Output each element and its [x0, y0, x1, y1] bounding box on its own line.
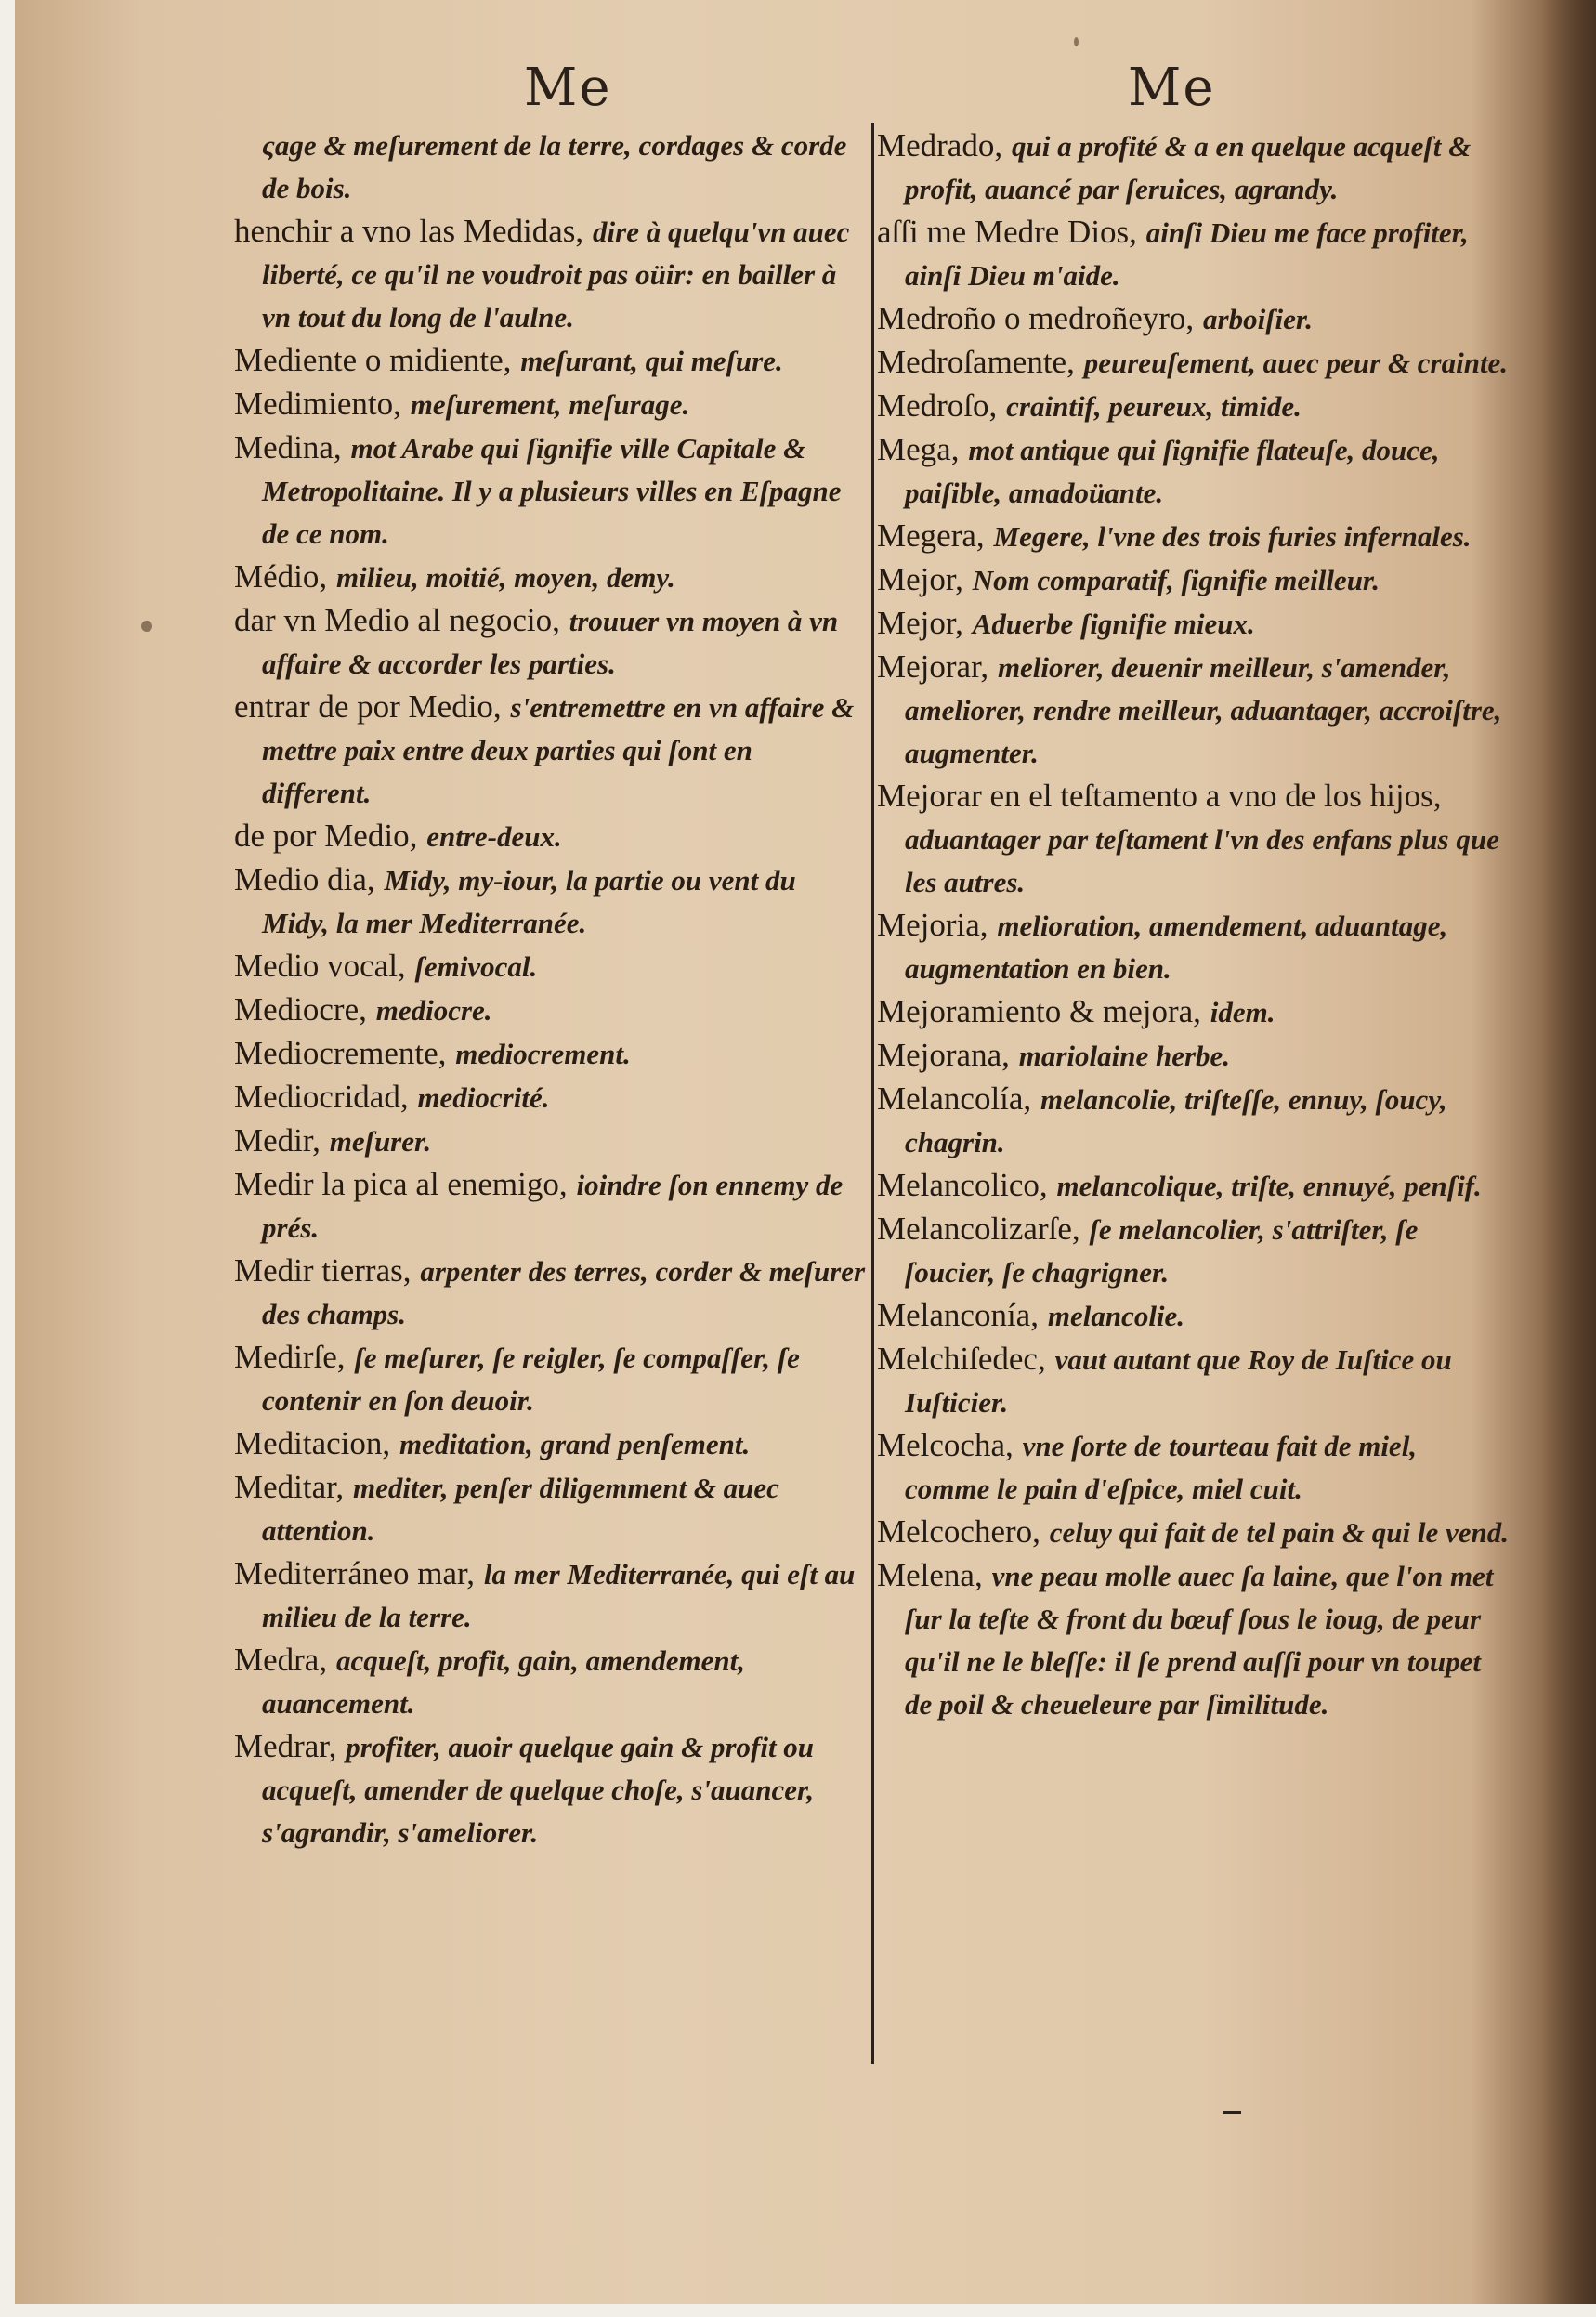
dictionary-entry — [234, 1552, 866, 1639]
entry-headword: Medrado, — [877, 127, 1003, 164]
entry-definition: arpenter des terres, corder & meſurer des champs. — [262, 1255, 866, 1330]
entry-headword: Medra, — [234, 1642, 328, 1678]
entry-definition: ſe meſurer, ſe reigler, ſe compaſſer, ſe contenir en ſon deuoir. — [262, 1342, 800, 1417]
scanned-page — [15, 0, 1596, 2304]
dictionary-entry — [234, 1119, 866, 1163]
entry-definition: meſurer. — [329, 1125, 432, 1158]
entry-headword: Meditar, — [234, 1469, 345, 1505]
entry-headword: Melanconía, — [877, 1297, 1039, 1333]
entry-headword: Medir, — [234, 1122, 321, 1158]
entry-definition: vaut autant que Roy de Iuſtice ou Iuſticier. — [905, 1343, 1452, 1419]
entry-headword: Medir tierras, — [234, 1252, 412, 1289]
dictionary-entry — [877, 1208, 1509, 1294]
entry-headword: henchir a vno las Medidas, — [234, 213, 584, 249]
dictionary-entry — [234, 1032, 866, 1076]
dictionary-entry — [234, 426, 866, 556]
dictionary-entry — [877, 341, 1509, 385]
dictionary-entry — [877, 558, 1509, 602]
dictionary-entry — [877, 1338, 1509, 1424]
entry-definition: meliorer, deuenir meilleur, s'amender, ameliorer, rendre meilleur, aduantager, accroiſtre, augmenter. — [905, 651, 1502, 769]
entry-definition: celuy qui fait de tel pain & qui le vend. — [1049, 1516, 1509, 1549]
entry-definition: melioration, amendement, aduantage, augmentation en bien. — [905, 910, 1448, 985]
entry-definition: Nom comparatif, ſignifie meilleur. — [972, 564, 1380, 596]
dictionary-entry — [877, 775, 1509, 904]
dictionary-entry — [234, 556, 866, 599]
entry-definition: mediocrité. — [417, 1081, 550, 1114]
entry-definition: idem. — [1210, 996, 1275, 1028]
book-spine-shadow — [1540, 0, 1596, 2304]
entry-definition: ςage & meſurement de la terre, cordages & corde de bois. — [262, 129, 847, 204]
dictionary-entry — [234, 124, 866, 210]
entry-definition: peureuſement, auec peur & crainte. — [1083, 347, 1509, 379]
entry-headword: Mediterráneo mar, — [234, 1555, 476, 1591]
entry-definition: la mer Mediterranée, qui eſt au milieu de la terre. — [262, 1558, 856, 1633]
entry-definition: milieu, moitié, moyen, demy. — [336, 561, 675, 594]
entry-definition: meſurant, qui meſure. — [520, 345, 783, 377]
entry-definition: mediocre. — [375, 994, 492, 1027]
dictionary-entry — [234, 815, 866, 858]
entry-headword: Medroſo, — [877, 387, 998, 424]
entry-definition: aduantager par teſtament l'vn des enfans plus que les autres. — [905, 823, 1499, 898]
entry-headword: Medroño o medroñeyro, — [877, 300, 1195, 336]
dictionary-entry — [234, 988, 866, 1032]
entry-headword: Medio vocal, — [234, 948, 406, 984]
entry-definition: Megere, l'vne des trois furies infernales. — [993, 520, 1472, 553]
dictionary-entry — [234, 1639, 866, 1725]
entry-headword: dar vn Medio al negocio, — [234, 602, 560, 638]
entry-headword: Medir la pica al enemigo, — [234, 1166, 568, 1202]
entry-headword: Melcocha, — [877, 1427, 1014, 1463]
ink-spot — [141, 621, 152, 632]
entry-definition: dire à quelqu'vn auec liberté, ce qu'il ne voudroit pas oüir: en bailler à vn tout du long de l'aulne. — [262, 216, 850, 334]
entry-headword: Medina, — [234, 429, 342, 465]
entry-definition: Midy, my-iour, la partie ou vent du Midy, la mer Mediterranée. — [262, 864, 796, 939]
column-divider — [871, 123, 874, 2064]
dictionary-entry — [234, 1466, 866, 1552]
entry-headword: Melancolico, — [877, 1167, 1048, 1203]
entry-headword: Melena, — [877, 1557, 983, 1593]
entry-headword: Médio, — [234, 558, 328, 595]
dictionary-entry — [234, 1163, 866, 1250]
dictionary-entry — [877, 1294, 1509, 1338]
right-column — [877, 124, 1509, 1726]
dictionary-entry — [877, 990, 1509, 1034]
entry-headword: Mejorar, — [877, 648, 989, 685]
left-column — [234, 124, 866, 1854]
dictionary-entry — [877, 1511, 1509, 1554]
dictionary-entry — [877, 904, 1509, 990]
entry-headword: Mejorana, — [877, 1037, 1010, 1073]
entry-definition: mediocrement. — [455, 1038, 631, 1070]
entry-headword: Medrar, — [234, 1728, 337, 1764]
entry-headword: Mejoria, — [877, 907, 988, 943]
entry-definition: meditation, grand penſement. — [399, 1428, 751, 1460]
dictionary-entry — [234, 1250, 866, 1336]
entry-definition: mariolaine herbe. — [1018, 1040, 1231, 1072]
entry-definition: profiter, auoir quelque gain & profit ou acqueſt, amender de quelque choſe, s'auancer, s'agrandir, s'ameliorer. — [262, 1731, 815, 1849]
entry-definition: acqueſt, profit, gain, amendement, auancement. — [262, 1644, 745, 1720]
entry-headword: aſſi me Medre Dios, — [877, 214, 1137, 250]
ink-spot — [1074, 37, 1079, 46]
entry-definition: mot Arabe qui ſignifie ville Capitale & Metropolitaine. Il y a plusieurs villes en Eſpagne de ce nom. — [262, 432, 842, 550]
entry-definition: meſurement, meſurage. — [410, 388, 690, 421]
dictionary-entry — [877, 385, 1509, 428]
dictionary-entry — [877, 428, 1509, 515]
entry-headword: Mejor, — [877, 561, 963, 597]
entry-definition: ſe melancolier, s'attriſter, ſe ſoucier, ſe chagrigner. — [905, 1213, 1419, 1289]
entry-headword: entrar de por Medio, — [234, 688, 502, 725]
entry-headword: Melchiſedec, — [877, 1341, 1046, 1377]
entry-definition: ioindre ſon ennemy de prés. — [262, 1169, 844, 1244]
entry-definition: mot antique qui ſignifie flateuſe, douce, paiſible, amadoüante. — [905, 434, 1440, 509]
entry-headword: Mediente o midiente, — [234, 342, 512, 378]
dictionary-entry — [234, 599, 866, 686]
entry-definition: melancolique, triſte, ennuyé, penſif. — [1056, 1170, 1482, 1202]
dictionary-entry — [234, 1336, 866, 1422]
dictionary-entry — [234, 686, 866, 815]
left-running-header: Me — [524, 58, 612, 118]
entry-headword: Melcochero, — [877, 1513, 1040, 1550]
entry-definition: arboiſier. — [1203, 303, 1314, 335]
dictionary-entry — [877, 1424, 1509, 1511]
dictionary-entry — [877, 1554, 1509, 1726]
dictionary-entry — [234, 945, 866, 988]
dictionary-entry — [877, 211, 1509, 297]
entry-headword: Mejor, — [877, 605, 963, 641]
dictionary-entry — [234, 1725, 866, 1854]
dictionary-entry — [877, 297, 1509, 341]
entry-headword: Melancolizarſe, — [877, 1211, 1080, 1247]
page-end-mark — [1223, 2111, 1241, 2114]
entry-headword: Mediocremente, — [234, 1035, 447, 1071]
entry-definition: craintif, peureux, timide. — [1006, 390, 1302, 423]
entry-headword: de por Medio, — [234, 818, 418, 854]
entry-headword: Melancolía, — [877, 1080, 1032, 1117]
dictionary-entry — [877, 1078, 1509, 1164]
entry-headword: Megera, — [877, 517, 985, 554]
dictionary-entry — [234, 210, 866, 339]
dictionary-entry — [234, 858, 866, 945]
entry-headword: Meditacion, — [234, 1425, 391, 1461]
dictionary-entry — [877, 602, 1509, 646]
entry-definition: melancolie, triſteſſe, ennuy, ſoucy, chagrin. — [905, 1083, 1447, 1158]
entry-headword: Mejorar en el teſtamento a vno de los hijos, — [877, 778, 1442, 814]
entry-definition: qui a profité & a en quelque acqueſt & profit, auancé par ſeruices, agrandy. — [905, 130, 1472, 205]
dictionary-entry — [234, 1076, 866, 1119]
entry-headword: Medroſamente, — [877, 344, 1075, 380]
entry-definition: Aduerbe ſignifie mieux. — [972, 608, 1255, 640]
entry-headword: Mediocre, — [234, 991, 367, 1028]
entry-definition: ainſi Dieu me face profiter, ainſi Dieu m'aide. — [905, 216, 1469, 292]
entry-headword: Mega, — [877, 431, 960, 467]
dictionary-entry — [877, 1164, 1509, 1208]
entry-headword: Medimiento, — [234, 386, 401, 422]
entry-definition: s'entremettre en vn affaire & mettre paix entre deux parties qui ſont en different. — [262, 691, 855, 809]
entry-definition: entre-deux. — [426, 820, 562, 853]
dictionary-entry — [877, 124, 1509, 211]
dictionary-entry — [234, 383, 866, 426]
dictionary-entry — [234, 339, 866, 383]
entry-definition: trouuer vn moyen à vn affaire & accorder les parties. — [262, 605, 839, 680]
entry-headword: Medirſe, — [234, 1339, 346, 1375]
entry-definition: melancolie. — [1047, 1300, 1185, 1332]
dictionary-entry — [877, 515, 1509, 558]
entry-headword: Medio dia, — [234, 861, 375, 897]
entry-definition: ſemivocal. — [414, 950, 538, 983]
dictionary-entry — [877, 1034, 1509, 1078]
dictionary-entry — [234, 1422, 866, 1466]
entry-headword: Mejoramiento & mejora, — [877, 993, 1201, 1029]
entry-definition: mediter, penſer diligemment & auec attention. — [262, 1472, 779, 1547]
entry-definition: vne ſorte de tourteau fait de miel, comme le pain d'eſpice, miel cuit. — [905, 1430, 1418, 1505]
right-running-header: Me — [1128, 58, 1216, 118]
entry-definition: vne peau molle auec ſa laine, que l'on met ſur la teſte & front du bœuf ſous le ioug, de peur qu'il ne le bleſſe: il ſe prend auſſi pour vn toupet de poil & cheueleure par ſimilitude. — [905, 1560, 1494, 1721]
dictionary-entry — [877, 646, 1509, 775]
entry-headword: Mediocridad, — [234, 1079, 409, 1115]
